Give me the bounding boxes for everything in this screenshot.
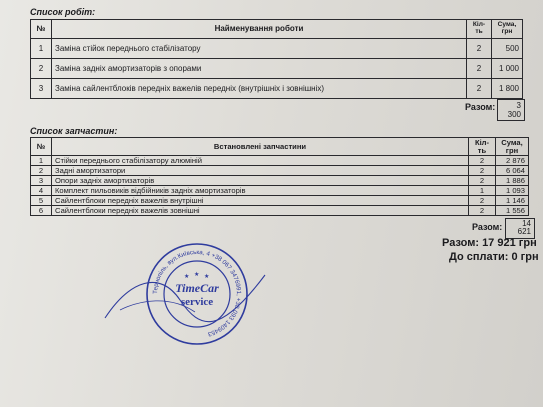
works-header-qty: Кіл-ть <box>467 20 492 39</box>
works-total-label: Разом: <box>465 102 496 112</box>
row-sum: 500 <box>492 39 523 59</box>
row-qty: 2 <box>469 176 496 186</box>
row-sum: 1 800 <box>492 79 523 99</box>
stamp-stars-icon <box>184 271 209 280</box>
parts-section-title: Список запчастин: <box>30 126 118 136</box>
row-name: Комплект пильовиків відбійників задніх амортизаторів <box>52 186 469 196</box>
row-qty: 2 <box>469 156 496 166</box>
row-qty: 2 <box>467 59 492 79</box>
parts-header-sum: Сума, грн <box>496 138 529 156</box>
row-qty: 2 <box>469 196 496 206</box>
works-header-num: № <box>31 20 52 39</box>
row-name: Заміна сайлентблоків передніх важелів передніх (внутрішніх і зовнішніх) <box>52 79 467 99</box>
row-sum: 6 064 <box>496 166 529 176</box>
row-num: 3 <box>31 176 52 186</box>
parts-header-qty: Кіл-ть <box>469 138 496 156</box>
row-qty: 2 <box>469 206 496 216</box>
parts-table <box>30 137 529 216</box>
row-name: Заміна задніх амортизаторів з опорами <box>52 59 467 79</box>
row-sum: 2 876 <box>496 156 529 166</box>
works-total-value: 3 300 <box>497 99 525 121</box>
stamp-brand-line1: TimeCar <box>175 281 219 295</box>
row-qty: 2 <box>467 39 492 59</box>
svg-text:★: ★ <box>194 272 200 278</box>
parts-total-label: Разом: <box>472 222 503 232</box>
row-qty: 2 <box>467 79 492 99</box>
row-num: 3 <box>31 79 52 99</box>
row-name: Сайлентблоки передніх важелів внутрішні <box>52 196 469 206</box>
table-row <box>31 39 523 59</box>
table-row <box>31 186 529 196</box>
row-sum: 1 000 <box>492 59 523 79</box>
row-name: Опори задніх амортизаторів <box>52 176 469 186</box>
row-num: 2 <box>31 59 52 79</box>
parts-total-value <box>505 218 535 239</box>
works-table <box>30 19 523 99</box>
parts-header-name: Встановлені запчастини <box>52 138 469 156</box>
svg-text:★: ★ <box>204 274 210 280</box>
works-table-header <box>31 20 523 39</box>
row-name: Задні амортизатори <box>52 166 469 176</box>
company-stamp <box>100 240 270 350</box>
works-header-name: Найменування роботи <box>52 20 467 39</box>
table-row <box>31 166 529 176</box>
row-sum: 1 146 <box>496 196 529 206</box>
svg-text:★: ★ <box>184 274 190 280</box>
grand-total: Разом: 17 921 грн <box>442 237 537 249</box>
works-header-sum: Сума, грн <box>492 20 523 39</box>
row-num: 5 <box>31 196 52 206</box>
row-num: 4 <box>31 186 52 196</box>
table-row <box>31 79 523 99</box>
works-section-title: Список робіт: <box>30 7 96 17</box>
table-row <box>31 196 529 206</box>
row-num: 6 <box>31 206 52 216</box>
parts-header-num: № <box>31 138 52 156</box>
table-row <box>31 176 529 186</box>
row-num: 1 <box>31 156 52 166</box>
row-num: 2 <box>31 166 52 176</box>
parts-total-line1: 14 <box>522 219 531 228</box>
row-name: Стійки переднього стабілізатору алюміній <box>52 156 469 166</box>
stamp-ring-text: Тернопіль, вул.Київська, 4 +38 067 3476991, +38 093 1409453 <box>151 248 243 338</box>
stamp-brand-line2: service <box>180 296 214 308</box>
row-name: Сайлентблоки передніх важелів зовнішні <box>52 206 469 216</box>
row-sum: 1 886 <box>496 176 529 186</box>
row-qty: 2 <box>469 166 496 176</box>
parts-total-line2: 621 <box>517 227 531 237</box>
amount-to-pay: До сплати: 0 грн <box>449 251 539 263</box>
row-num: 1 <box>31 39 52 59</box>
row-name: Заміна стійок переднього стабілізатору <box>52 39 467 59</box>
row-qty: 1 <box>469 186 496 196</box>
table-row <box>31 156 529 166</box>
row-sum: 1 093 <box>496 186 529 196</box>
table-row <box>31 206 529 216</box>
row-sum: 1 556 <box>496 206 529 216</box>
parts-table-header <box>31 138 529 156</box>
table-row <box>31 59 523 79</box>
